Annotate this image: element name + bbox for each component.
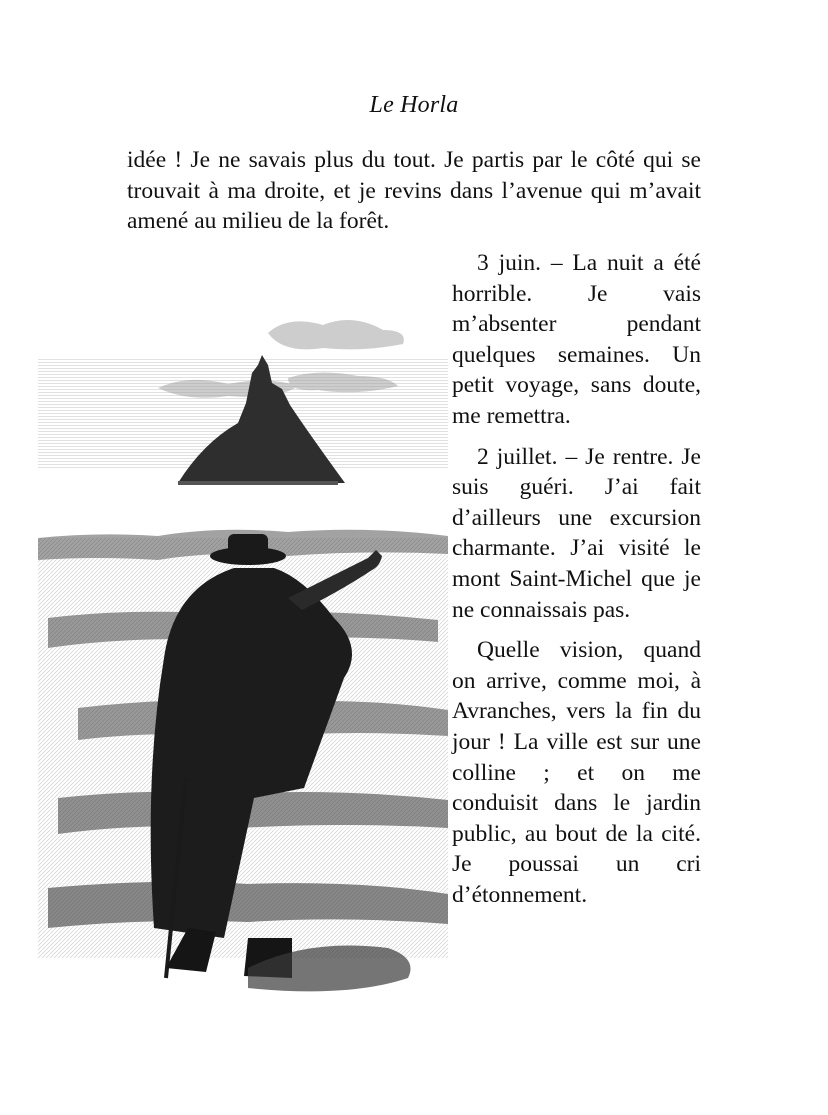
journal-entry-june-3: 3 juin. – La nuit a été horrible. Je vais m’absenter pendant quelques semaines. Un petit voyage, sans doute, me remettra.	[452, 250, 701, 429]
journal-entry-vision: Quelle vision, quand on arrive, comme moi, à Avranches, vers la fin du jour ! La ville est sur une colline ; et on me conduisit dans le jardin public, au bout de la cité. Je poussai un cri d’étonnement.	[452, 637, 701, 908]
journal-entry-july-2: 2 juillet. – Je rentre. Je suis guéri. J’ai fait d’ailleurs une excursion charmante. J’ai visité le mont Saint-Michel que je ne connaissais pas.	[452, 443, 701, 623]
engraving-illustration	[38, 238, 448, 1078]
running-header: Le Horla	[369, 92, 459, 118]
intro-text: idée ! Je ne savais plus du tout. Je partis par le côté qui se trouvait à ma droite, et je revins dans l’avenue qui m’avait amené au milieu de la forêt.	[127, 147, 701, 235]
side-column	[452, 248, 701, 920]
intro-paragraph	[127, 145, 701, 237]
